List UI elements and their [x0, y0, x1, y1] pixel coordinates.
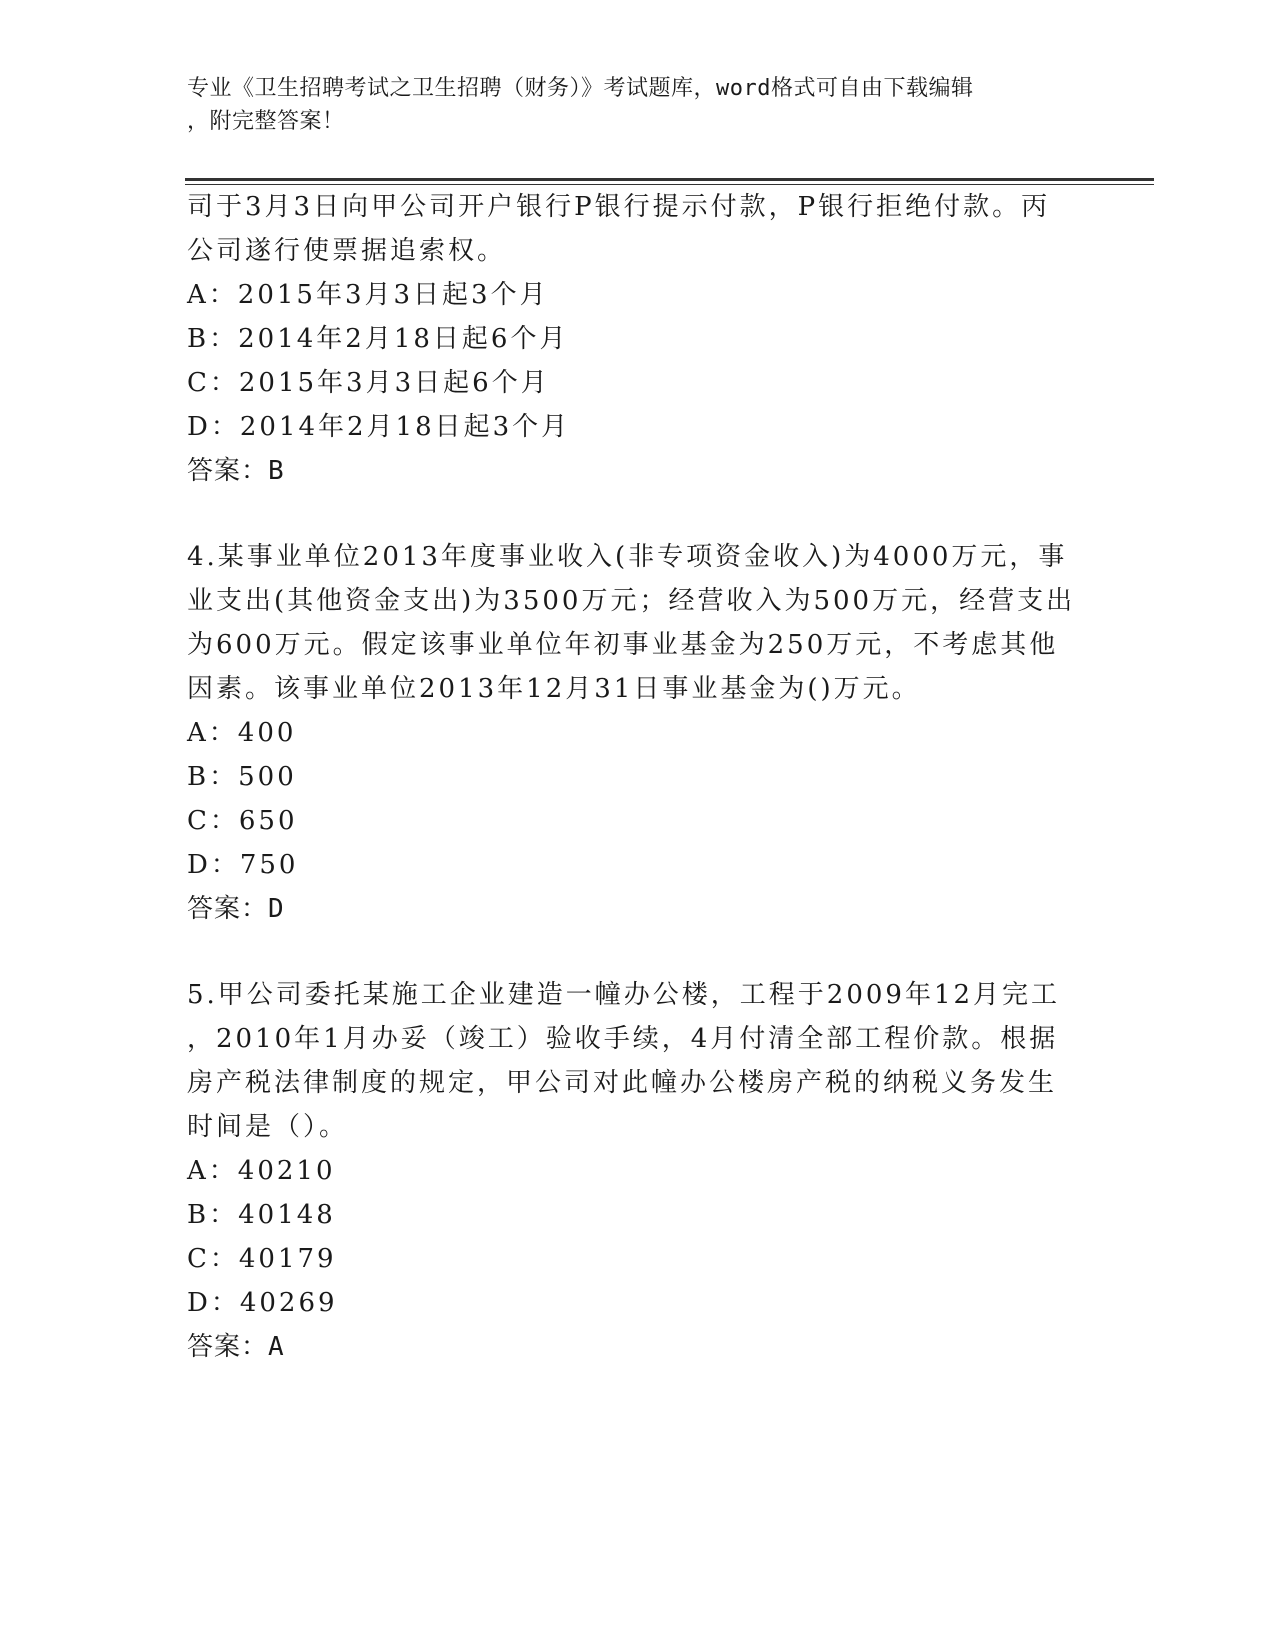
q4-option-a: A：400: [187, 718, 297, 748]
q3-option-b: B：2014年2月18日起6个月: [187, 324, 569, 354]
header-divider-thin: [185, 184, 1154, 185]
q4-option-d: D：750: [187, 850, 299, 880]
q4-option-c: C：650: [187, 806, 298, 836]
q5-answer: 答案：A: [187, 1332, 285, 1362]
header-line-2: ，附完整答案！: [187, 109, 345, 134]
header-divider-thick: [185, 178, 1154, 181]
q5-stem-line-4: 时间是（）。: [187, 1112, 349, 1142]
q5-option-a: A：40210: [187, 1156, 336, 1186]
q4-stem-line-1: 4.某事业单位2013年度事业收入(非专项资金收入)为4000万元，事: [187, 542, 1068, 572]
q5-stem-line-1: 5.甲公司委托某施工企业建造一幢办公楼，工程于2009年12月完工: [187, 980, 1061, 1010]
header-line-1: 专业《卫生招聘考试之卫生招聘（财务）》考试题库，word格式可自由下载编辑: [187, 76, 974, 101]
q5-stem-line-2: ，2010年1月办妥（竣工）验收手续，4月付清全部工程价款。根据: [187, 1024, 1059, 1054]
document-header: [187, 72, 1067, 138]
q5-option-b: B：40148: [187, 1200, 336, 1230]
q5-stem-line-3: 房产税法律制度的规定，甲公司对此幢办公楼房产税的纳税义务发生: [187, 1068, 1058, 1098]
q3-option-c: C：2015年3月3日起6个月: [187, 368, 550, 398]
q3-stem-line-1: 司于3月3日向甲公司开户银行P银行提示付款，P银行拒绝付款。丙: [187, 192, 1051, 222]
q5-option-c: C：40179: [187, 1244, 337, 1274]
q3-option-a: A：2015年3月3日起3个月: [187, 280, 549, 310]
q4-stem-line-2: 业支出(其他资金支出)为3500万元；经营收入为500万元，经营支出: [187, 586, 1076, 616]
q4-stem-line-3: 为600万元。假定该事业单位年初事业基金为250万元，不考虑其他: [187, 630, 1059, 660]
q3-answer: 答案：B: [187, 456, 285, 486]
q4-option-b: B：500: [187, 762, 297, 792]
q3-stem-line-2: 公司遂行使票据追索权。: [187, 236, 507, 266]
q5-option-d: D：40269: [187, 1288, 338, 1318]
q4-answer: 答案：D: [187, 894, 285, 924]
q3-option-d: D：2014年2月18日起3个月: [187, 412, 571, 442]
q4-stem-line-4: 因素。该事业单位2013年12月31日事业基金为()万元。: [187, 674, 921, 704]
